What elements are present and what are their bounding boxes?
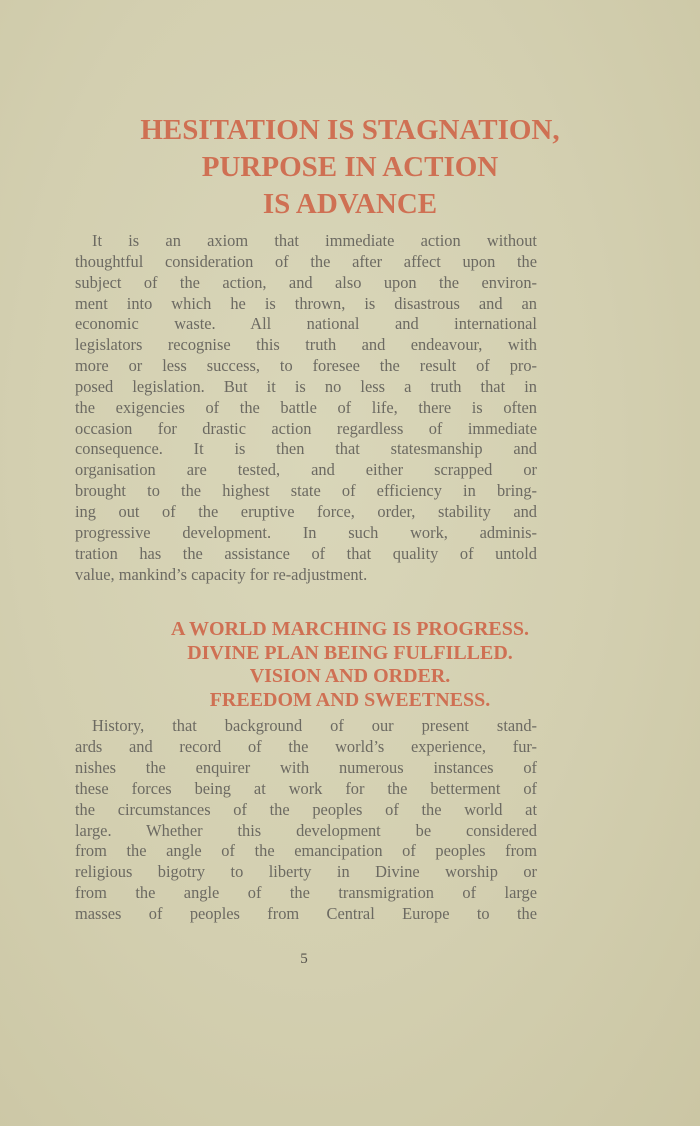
text-line: these forces being at work for the betterment of bbox=[75, 778, 537, 798]
section-subheading bbox=[50, 618, 650, 712]
text-line: ment into which he is thrown, is disastrous and an bbox=[75, 293, 537, 313]
text-line: more or less success, to foresee the result of pro- bbox=[75, 356, 537, 376]
subheading-line: A WORLD MARCHING IS PROGRESS. bbox=[170, 618, 530, 640]
heading-line: PURPOSE IN ACTION bbox=[201, 151, 499, 183]
text-line: the circumstances of the peoples of the world at bbox=[75, 799, 537, 819]
text-line: tration has the assistance of that quality of untold bbox=[75, 543, 537, 563]
text-line: legislators recognise this truth and endeavour, with bbox=[75, 335, 537, 355]
text-line: ing out of the eruptive force, order, stability and bbox=[75, 501, 537, 521]
text-line: organisation are tested, and either scrapped or bbox=[75, 460, 537, 480]
text-line: History, that background of our present stand- bbox=[92, 716, 537, 735]
subheading-line: DIVINE PLAN BEING FULFILLED. bbox=[187, 641, 513, 664]
heading-line: IS ADVANCE bbox=[262, 188, 438, 220]
text-line: economic waste. All national and international bbox=[75, 314, 537, 334]
text-line: consequence. It is then that statesmanship and bbox=[75, 439, 537, 459]
text-line: ards and record of the world’s experience, fur- bbox=[75, 736, 537, 756]
text-line: It is an axiom that immediate action without bbox=[92, 231, 537, 250]
text-line: nishes the enquirer with numerous instances of bbox=[75, 757, 537, 777]
subheading-line: FREEDOM AND SWEETNESS. bbox=[209, 688, 491, 711]
text-line: posed legislation. But it is no less a truth that in bbox=[75, 376, 537, 396]
text-line: thoughtful consideration of the after affect upon the bbox=[75, 251, 537, 271]
chapter-heading bbox=[50, 112, 650, 223]
text-line: from the angle of the transmigration of large bbox=[75, 883, 537, 903]
heading-line: HESITATION IS STAGNATION, bbox=[140, 114, 560, 146]
body-paragraph-2 bbox=[75, 716, 537, 925]
text-line: from the angle of the emancipation of peoples from bbox=[75, 841, 537, 861]
text-line: brought to the highest state of efficiency in bring- bbox=[75, 481, 537, 501]
text-line: the exigencies of the battle of life, there is often bbox=[75, 397, 537, 417]
body-paragraph-1 bbox=[75, 231, 537, 585]
page-number: 5 bbox=[300, 951, 308, 967]
text-line: occasion for drastic action regardless of immediate bbox=[75, 418, 537, 438]
text-line: large. Whether this development be considered bbox=[75, 820, 537, 840]
text-line: masses of peoples from Central Europe to the bbox=[75, 904, 537, 924]
text-line: religious bigotry to liberty in Divine worship or bbox=[75, 862, 537, 882]
text-line: value, mankind’s capacity for re-adjustment. bbox=[75, 564, 368, 584]
subheading-line: VISION AND ORDER. bbox=[249, 665, 451, 687]
text-line: subject of the action, and also upon the environ- bbox=[75, 272, 537, 292]
text-line: progressive development. In such work, adminis- bbox=[75, 522, 537, 542]
